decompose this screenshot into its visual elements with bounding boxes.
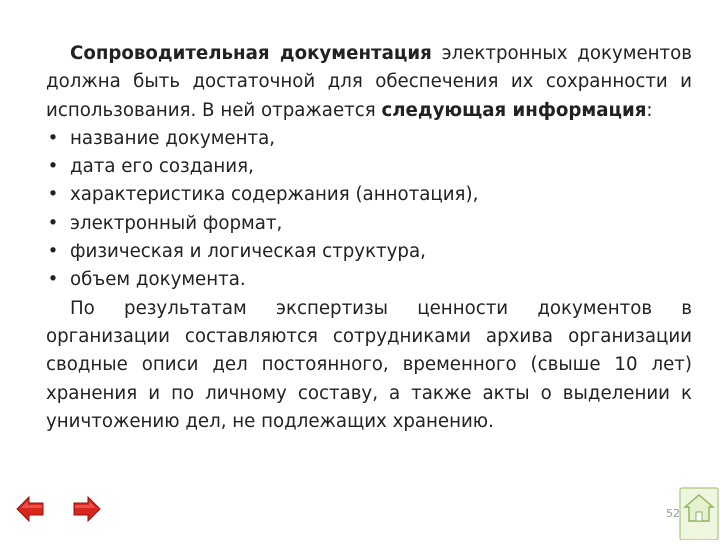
home-icon [679,487,719,540]
bullet-icon: • [47,212,59,234]
arrow-right-icon [73,496,101,522]
bullet-icon: • [47,127,59,149]
info-list [46,125,692,295]
list-item-text: объем документа. [70,269,246,291]
intro-bold-term: Сопроводительная документация [70,43,432,64]
list-item [46,125,692,153]
closing-paragraph: По результатам экспертизы ценности документов в организации составляются сотрудниками архива организации сводные описи дел постоянного, временного (свыше 10 лет) хранения и по личному составу, а также акты о выделении к уничтожению дел, не подлежащих хранению. [46,297,692,432]
list-item-text: дата его создания, [70,156,254,178]
bullet-icon: • [47,156,59,178]
intro-text-1: электронных документов должна быть достаточной для обеспечения их сохранности и использования. В ней отражается [46,43,692,121]
intro-paragraph [46,40,692,125]
list-item [46,153,692,181]
arrow-left-icon [16,496,44,522]
next-slide-button[interactable] [73,496,101,522]
home-button[interactable] [679,487,719,540]
bullet-icon: • [47,241,59,263]
intro-bold-info: следующая информация [381,99,647,121]
bullet-icon: • [47,269,59,291]
list-item [46,266,692,294]
list-item-text: физическая и логическая структура, [70,241,426,263]
intro-text-2: : [646,99,653,121]
list-item [46,210,692,238]
bullet-icon: • [47,184,59,206]
list-item [46,181,692,209]
list-item [46,238,692,266]
list-item-text: электронный формат, [70,212,283,234]
list-item-text: название документа, [70,127,276,149]
page-number: 52 [666,507,680,520]
list-item-text: характеристика содержания (аннотация), [70,184,479,206]
slide-content [46,40,692,436]
prev-slide-button[interactable] [16,496,44,522]
